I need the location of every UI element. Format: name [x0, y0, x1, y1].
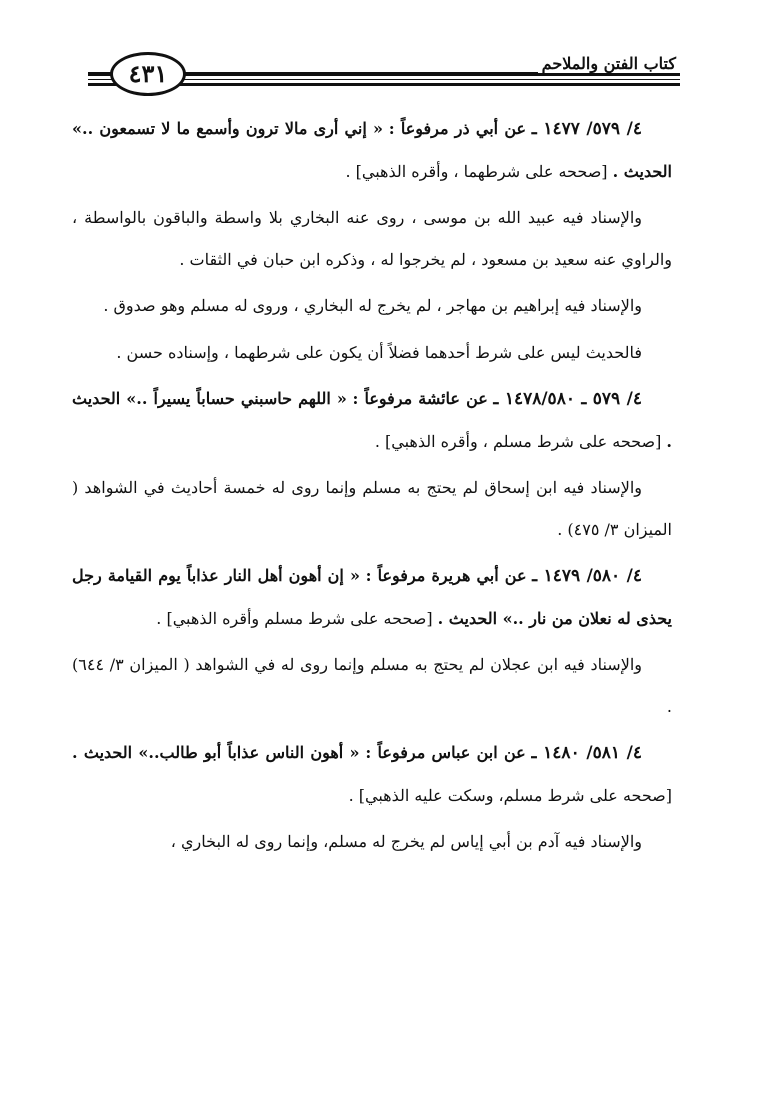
commentary-paragraph: فالحديث ليس على شرط أحدهما فضلاً أن يكون على شرطهما ، وإسناده حسن . [116, 342, 642, 362]
hadith-intro: عن ابن عباس مرفوعاً : [365, 743, 526, 762]
commentary-paragraph: والإسناد فيه ابن عجلان لم يحتج به مسلم وإنما روى له في الشواهد ( الميزان ٣/ ٦٤٤) . [72, 655, 672, 716]
hadith-text: « أهون الناس عذاباً أبو طالب..» الحديث . [72, 743, 360, 762]
hadith-entry [72, 555, 672, 639]
hadith-verdict: [صححه على شرط مسلم ، وأقره الذهبي] . [374, 431, 662, 451]
hadith-reference: ٤/ ٥٨٠/ ١٤٧٩ ـ [532, 566, 642, 586]
commentary-paragraph: والإسناد فيه عبيد الله بن موسى ، روى عنه البخاري بلا واسطة والباقون بالواسطة ، والراوي عنه سعيد بن مسعود ، لم يخرجوا له ، وذكره ابن حبان في الثقات . [72, 208, 672, 269]
book-title: كتاب الفتن والملاحم [538, 54, 680, 73]
commentary-paragraph: والإسناد فيه آدم بن أبي إياس لم يخرج له مسلم، وإنما روى له البخاري ، [170, 832, 642, 851]
hadith-entry [72, 732, 672, 816]
hadith-reference: ٤/ ٥٧٩/ ١٤٧٧ ـ [531, 119, 642, 139]
page-number: ٤٣١ [110, 52, 186, 96]
page-header [88, 48, 680, 104]
hadith-verdict: [صححه على شرطهما ، وأقره الذهبي] . [345, 161, 608, 181]
hadith-intro: عن أبي هريرة مرفوعاً : [365, 566, 527, 585]
hadith-verdict: [صححه على شرط مسلم، وسكت عليه الذهبي] . [348, 785, 672, 805]
hadith-verdict: [صححه على شرط مسلم وأقره الذهبي] . [156, 608, 433, 628]
page-body [72, 108, 672, 868]
hadith-intro: عن أبي ذر مرفوعاً : [388, 119, 527, 138]
commentary-paragraph: والإسناد فيه ابن إسحاق لم يحتج به مسلم وإنما روى له خمسة أحاديث في الشواهد ( الميزان ٣/ ٤٧٥) . [72, 478, 672, 539]
hadith-reference: ٤/ ٥٧٩ ـ ١٤٧٨/٥٨٠ ـ [493, 389, 642, 409]
hadith-entry [72, 108, 672, 192]
commentary-paragraph: والإسناد فيه إبراهيم بن مهاجر ، لم يخرج له البخاري ، وروى له مسلم وهو صدوق . [103, 296, 642, 315]
hadith-text: « اللهم حاسبني حساباً يسيراً ..» الحديث . [72, 389, 672, 451]
hadith-intro: عن عائشة مرفوعاً : [352, 389, 488, 408]
hadith-reference: ٤/ ٥٨١/ ١٤٨٠ ـ [531, 743, 642, 763]
hadith-text: « إن أهون أهل النار عذاباً يوم القيامة رجل يحذى له نعلان من نار ..» الحديث . [72, 566, 672, 628]
hadith-entry [72, 378, 672, 462]
hadith-text: « إني أرى مالا ترون وأسمع ما لا تسمعون ..» الحديث . [72, 119, 672, 181]
